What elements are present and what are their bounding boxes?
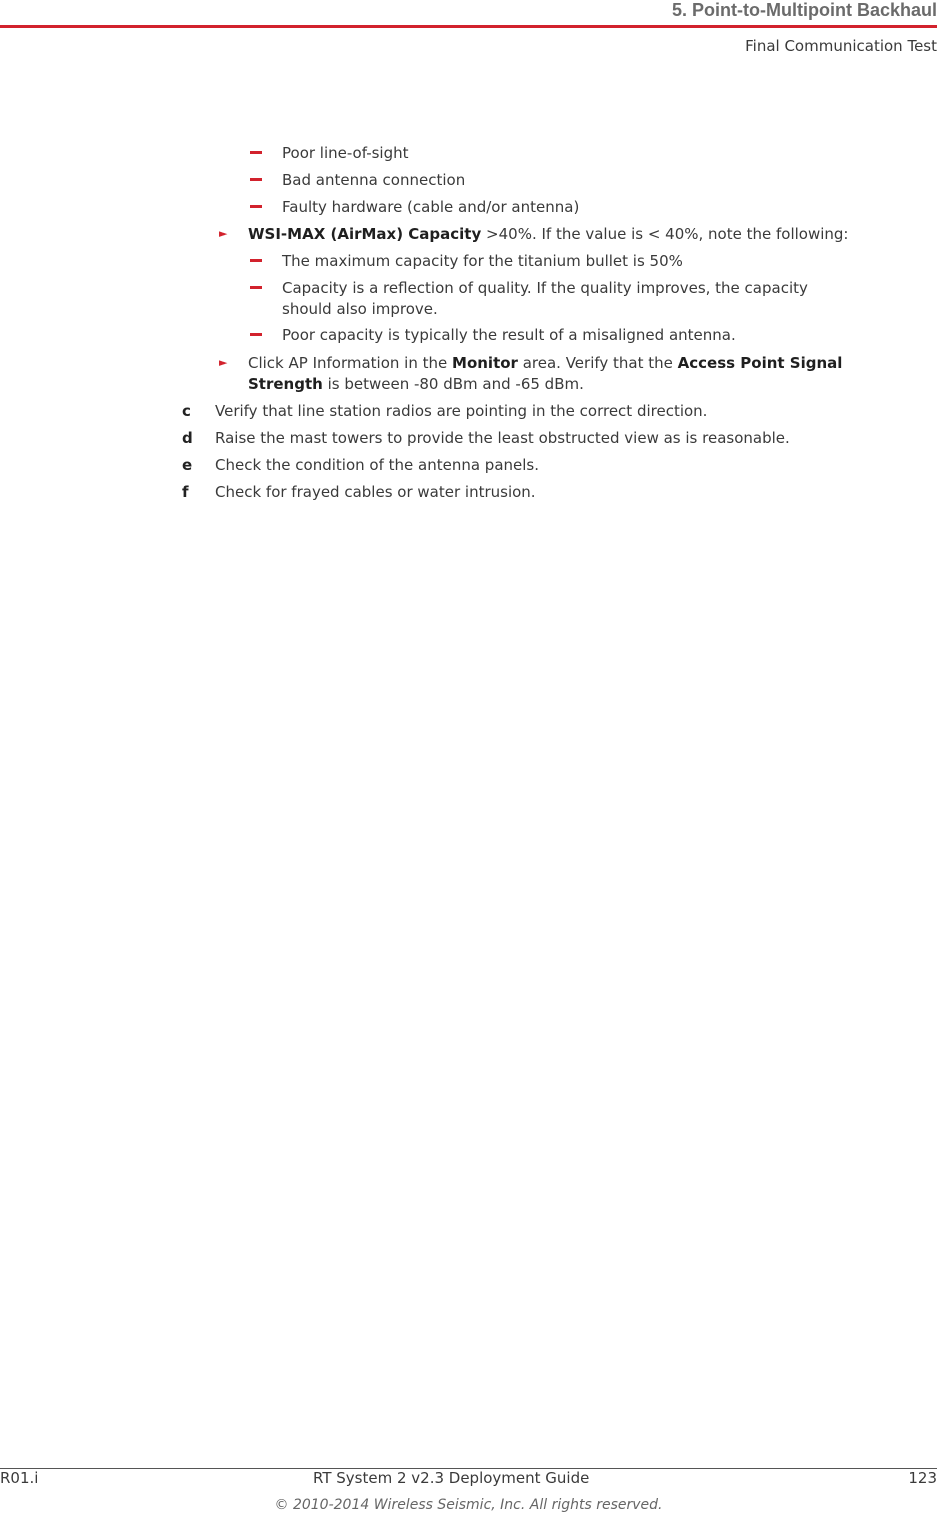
step-text: Check for frayed cables or water intrusion. bbox=[215, 483, 536, 501]
list-item: Capacity is a reflection of quality. If the quality improves, the capacity bbox=[282, 279, 808, 297]
dash-bullet bbox=[250, 205, 262, 208]
arrow-bullet-icon: ► bbox=[219, 356, 228, 369]
dash-bullet bbox=[250, 333, 262, 336]
list-item: Bad antenna connection bbox=[282, 171, 466, 189]
strength-label: Strength bbox=[248, 375, 323, 393]
ap-text: is between -80 dBm and -65 dBm. bbox=[322, 375, 584, 393]
step-letter: f bbox=[182, 483, 189, 501]
page-number: 123 bbox=[908, 1469, 937, 1487]
signal-label: Access Point Signal bbox=[677, 354, 843, 372]
ap-text: Click AP Information in the bbox=[248, 354, 453, 372]
list-item: The maximum capacity for the titanium bullet is 50% bbox=[282, 252, 683, 270]
monitor-label: Monitor bbox=[452, 354, 518, 372]
step-letter: d bbox=[182, 429, 193, 447]
capacity-label: WSI-MAX (AirMax) Capacity bbox=[248, 225, 482, 243]
list-item: Poor capacity is typically the result of a misaligned antenna. bbox=[282, 326, 736, 344]
dash-bullet bbox=[250, 259, 262, 262]
step-text: Raise the mast towers to provide the least obstructed view as is reasonable. bbox=[215, 429, 790, 447]
list-item: Poor line-of-sight bbox=[282, 144, 409, 162]
list-item-continued bbox=[248, 373, 584, 395]
list-item bbox=[248, 352, 842, 374]
dash-bullet bbox=[250, 178, 262, 181]
dash-bullet bbox=[250, 151, 262, 154]
list-item bbox=[248, 223, 848, 245]
step-text: Check the condition of the antenna panels. bbox=[215, 456, 540, 474]
step-letter: e bbox=[182, 456, 193, 474]
capacity-text: >40%. If the value is < 40%, note the following: bbox=[481, 225, 849, 243]
step-letter: c bbox=[182, 402, 191, 420]
ap-text: area. Verify that the bbox=[517, 354, 678, 372]
section-title: Final Communication Test bbox=[745, 37, 937, 55]
step-text: Verify that line station radios are pointing in the correct direction. bbox=[215, 402, 708, 420]
header-rule bbox=[0, 25, 937, 28]
copyright: © 2010-2014 Wireless Seismic, Inc. All rights reserved. bbox=[274, 1497, 663, 1513]
chapter-title: 5. Point-to-Multipoint Backhaul bbox=[672, 0, 937, 20]
dash-bullet bbox=[250, 286, 262, 289]
footer-guide-title: RT System 2 v2.3 Deployment Guide bbox=[313, 1469, 590, 1487]
arrow-bullet-icon: ► bbox=[219, 227, 228, 240]
footer-revision: R01.i bbox=[0, 1469, 39, 1487]
list-item: Faulty hardware (cable and/or antenna) bbox=[282, 198, 580, 216]
list-item-continued: should also improve. bbox=[282, 300, 438, 318]
